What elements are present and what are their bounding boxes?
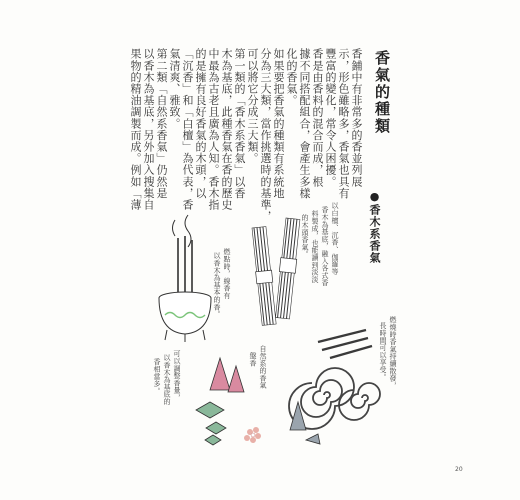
body-column: 以香木為基底，另外加入搜集自 xyxy=(142,48,155,211)
loose-sticks-illustration xyxy=(318,330,372,358)
note-cones-0: 可以調整香量， xyxy=(173,350,181,402)
body-column: 分為三大類，當作挑選時的基準， xyxy=(259,48,272,222)
note-coil-1: 長時間可以享受。 xyxy=(379,322,387,381)
body-column: 可以將它分成三大類。 xyxy=(246,48,259,164)
note-burner-1: 以香木為基本的香。 xyxy=(213,252,221,318)
body-column: 木為基底，此種香氣在香的歷史 xyxy=(220,48,233,211)
body-column: 的是擁有良好香氣的木頭，以 xyxy=(194,48,207,199)
note-bundle-3: 的木頭香氣。 xyxy=(301,214,309,258)
note-bundle-1: 香木為基底，融入各式香 xyxy=(321,206,329,287)
body-column: 氣清爽、雅致。 xyxy=(168,48,181,130)
body-column: 中最為古老且廣為人知。香木指 xyxy=(207,48,220,211)
body-column: 豐富的變化，常令人困擾。 xyxy=(324,48,337,188)
note-sachet-0: 自然系的香氣 xyxy=(259,345,267,389)
note-sachet-1: 盤香 xyxy=(249,352,257,367)
body-column: 第一類的「香木系香氣」以香 xyxy=(233,48,246,199)
body-column: 第二類「自然系香氣」仍然是 xyxy=(155,48,168,199)
body-column: 香鋪中有非常多的香並列展 xyxy=(350,48,363,188)
body-column: 示，形色雖略多，香氣也具有 xyxy=(337,48,350,199)
incense-burner-illustration xyxy=(159,215,211,342)
incense-bundle-illustration xyxy=(251,218,301,326)
flower-illustration xyxy=(244,427,261,443)
body-column: 化的香氣。 xyxy=(285,48,298,106)
section-title: ●香木系香氣 xyxy=(368,190,381,264)
body-column: 「沉香」和「白檀」為代表，香 xyxy=(181,48,194,211)
note-bundle-2: 料製成，也能讀到淡淡 xyxy=(311,210,319,283)
body-column: 如果要把香氣的種類有系統地 xyxy=(272,48,285,199)
note-bundle-0: 以白檀、沉香、伽羅等 xyxy=(331,202,339,275)
body-column: 據不同搭配組合，會產生多樣 xyxy=(298,48,311,199)
note-burner-0: 燃點時，線香有 xyxy=(223,248,231,300)
note-coil-0: 燃燒時香氣持續散發， xyxy=(389,316,397,389)
page-number: 20 xyxy=(455,466,463,473)
note-cones-2: 香相當多。 xyxy=(153,358,161,395)
note-cones-1: 以香木為基底的 xyxy=(163,354,171,406)
body-column: 果物的精油調製而成。例如「薄 xyxy=(129,48,142,211)
body-column: 香是由香料的混合而成，根 xyxy=(311,48,324,188)
page-heading: 香氣的種類 xyxy=(373,50,391,135)
